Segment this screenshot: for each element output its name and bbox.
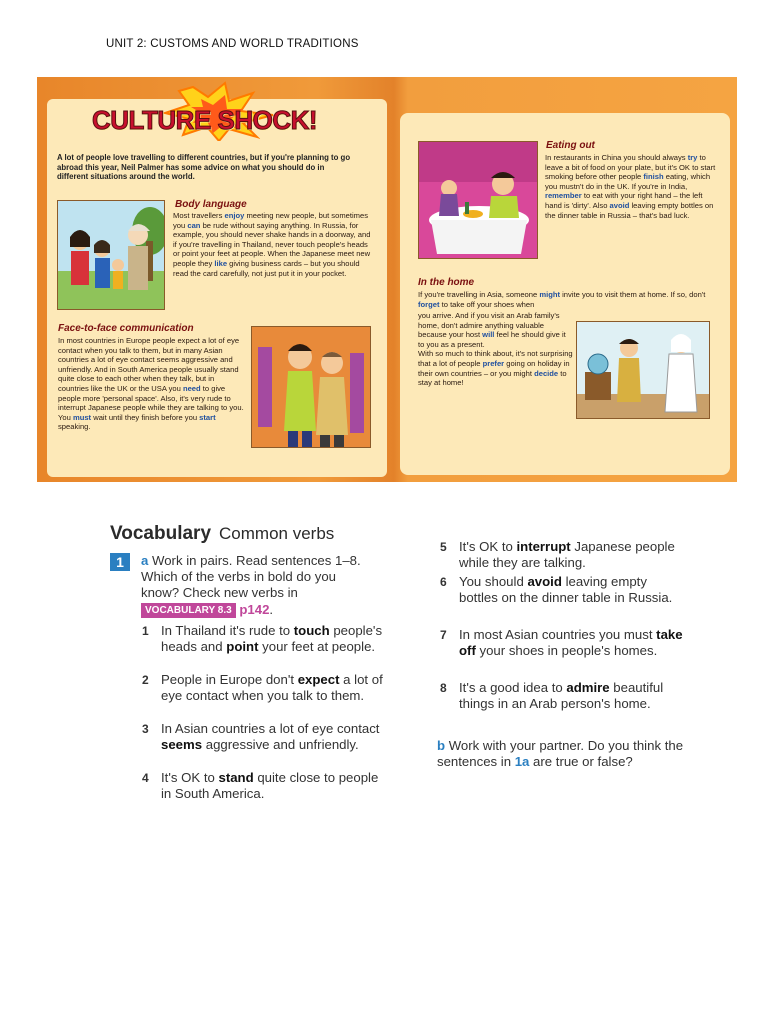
in-the-home-illustration	[576, 321, 710, 419]
vocabulary-subtitle: Common verbs	[219, 524, 335, 543]
sentence-item: 1 In Thailand it's rude to touch people's heads and point your feet at people.	[142, 623, 383, 655]
in-the-home-title: In the home	[418, 277, 475, 288]
task-b-instructions: b Work with your partner. Do you think the sentences in 1a are true or false?	[437, 738, 684, 770]
vocabulary-title: Vocabulary	[110, 523, 212, 544]
textbook-spread-image	[37, 77, 737, 482]
sentence-item: 3 In Asian countries a lot of eye contact seems aggressive and unfriendly.	[142, 721, 380, 753]
body-language-text: Most travellers enjoy meeting new people, but sometimes you can be rude without saying anything. In Russia, for example, you should never shake hands in a doorway, and if you're travelling in Thailand, never touch people's heads or point your feet at people. When the Japanese meet new people they like giving business cards – but you should read the card carefully, not just put it in your pocket.	[173, 211, 371, 278]
vocabulary-reference-badge: VOCABULARY 8.3	[141, 603, 236, 618]
left-page	[37, 77, 390, 482]
face-to-face-title: Face-to-face communication	[58, 323, 194, 334]
unit-title: UNIT 2: CUSTOMS AND WORLD TRADITIONS	[106, 38, 359, 50]
sentence-item: 6 You should avoid leaving empty bottles on the dinner table in Russia.	[440, 574, 673, 606]
sentence-item: 7 In most Asian countries you must take off your shoes in people's homes.	[440, 627, 683, 659]
body-language-title: Body language	[175, 199, 247, 210]
sentence-item: 5 It's OK to interrupt Japanese people while they are talking.	[440, 539, 675, 571]
sentence-item: 4 It's OK to stand quite close to people in South America.	[142, 770, 379, 802]
eating-out-illustration	[418, 141, 538, 259]
task-a-letter: a	[141, 553, 149, 568]
face-to-face-text: In most countries in Europe people expect a lot of eye contact when you talk to them, but in many Asian countries a lot of eye contact seems aggressive and unfriendly. And in South America people usually stand quite close to each other when they talk, but in countries like the UK or the USA you need to give people more 'personal space'. Also, it's very rude to interrupt Japanese people while they are talking to you. You must wait until they finish before you start speaking.	[58, 336, 244, 432]
body-language-illustration	[57, 200, 165, 310]
task-a-instructions: a Work in pairs. Read sentences 1–8. Which of the verbs in bold do you know? Check new verbs in VOCABULARY 8.3 p142.	[141, 553, 361, 617]
right-page	[390, 77, 737, 482]
exercise-reference: 1a	[514, 754, 530, 770]
vocabulary-heading	[110, 523, 334, 545]
task-b-letter: b	[437, 738, 446, 753]
sentence-item: 8 It's a good idea to admire beautiful things in an Arab person's home.	[440, 680, 664, 712]
page-reference: p142	[235, 601, 270, 617]
eating-out-title: Eating out	[546, 140, 595, 151]
in-the-home-text-top: If you're travelling in Asia, someone might invite you to visit them at home. If so, don't forget to take off your shoes when	[418, 290, 706, 309]
eating-out-text: In restaurants in China you should always try to leave a bit of food on your plate, but it's OK to start smoking before other people finish eating, which you mustn't do in the UK. If you're in India, remember to eat with your right hand – the left hand is 'dirty'. Also avoid leaving empty bottles on the dinner table in Russia – that's bad luck.	[545, 153, 716, 220]
sentence-item: 2 People in Europe don't expect a lot of eye contact when you talk to them.	[142, 672, 383, 704]
exercise-number-badge: 1	[110, 553, 130, 571]
face-to-face-illustration	[251, 326, 371, 448]
spread-title: CULTURE SHOCK!	[92, 105, 318, 135]
intro-paragraph: A lot of people love travelling to different countries, but if you're planning to go abroad this year, Neil Palmer has some advice on what you should do in different situations around the world.	[57, 153, 351, 182]
in-the-home-text-bottom: you arrive. And if you visit an Arab family's home, don't admire anything valuable because your host will feel he should give it to you as a present. With so much to think about, it's not surprising that a lot of people prefer going on holiday in their own countries – or you might decide to stay at home!	[418, 311, 573, 388]
